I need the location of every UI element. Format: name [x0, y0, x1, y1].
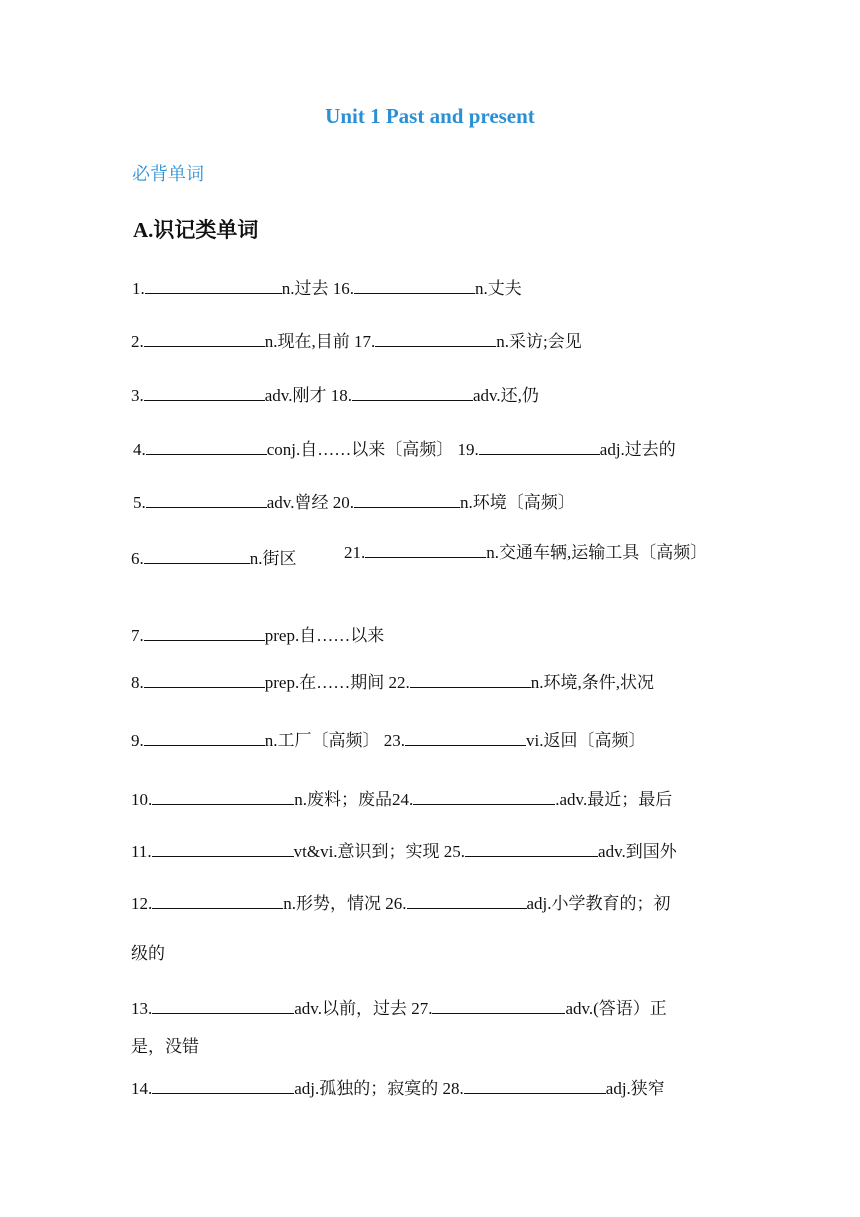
item-number: 28. [442, 1079, 464, 1098]
item-definition: conj.自……以来〔高频〕 [266, 440, 454, 459]
answer-blank[interactable] [152, 891, 283, 909]
item-definition: adj.过去的 [599, 440, 676, 459]
subsection-heading: A.识记类单词 [133, 218, 259, 242]
item-definition: n.工厂〔高频〕 [264, 731, 380, 750]
answer-blank[interactable] [144, 383, 265, 401]
item-definition: n.废料；废品 [294, 790, 392, 809]
answer-blank[interactable] [145, 276, 282, 294]
item-number: 5. [133, 493, 146, 512]
item-definition: adv.以前，过去 [294, 999, 407, 1018]
answer-blank[interactable] [410, 670, 531, 688]
answer-blank[interactable] [365, 540, 486, 558]
vocab-line [132, 276, 522, 300]
item-definition: n.丈夫 [475, 279, 522, 298]
vocab-line [131, 996, 667, 1020]
item-number: 17. [354, 332, 376, 351]
item-definition: n.交通车辆,运输工具〔高频〕 [486, 543, 708, 562]
answer-blank[interactable] [432, 996, 565, 1014]
vocab-line [131, 623, 384, 647]
item-number: 12. [131, 894, 153, 913]
item-definition: adj.孤独的；寂寞的 [294, 1079, 439, 1098]
item-definition: prep.在……期间 [264, 673, 385, 692]
answer-blank[interactable] [144, 728, 265, 746]
item-definition: adv.还,仍 [472, 386, 539, 405]
answer-blank[interactable] [413, 787, 555, 805]
answer-blank[interactable] [352, 383, 473, 401]
vocab-line [131, 1076, 665, 1100]
section-heading: 必背单词 [132, 164, 204, 184]
vocab-line [131, 891, 671, 915]
item-number: 2. [131, 332, 144, 351]
answer-blank[interactable] [354, 490, 460, 508]
vocab-line [131, 546, 297, 570]
answer-blank[interactable] [144, 670, 265, 688]
item-number: 23. [383, 731, 405, 750]
answer-blank[interactable] [152, 839, 294, 857]
vocab-line-continuation: 级的 [131, 944, 165, 963]
item-number: 4. [133, 440, 146, 459]
item-number: 26. [385, 894, 407, 913]
item-number: 13. [131, 999, 153, 1018]
item-number: 9. [131, 731, 144, 750]
vocab-line-continuation: 是，没错 [131, 1037, 199, 1056]
answer-blank[interactable] [479, 437, 600, 455]
item-definition: adv.(答语）正 [565, 999, 667, 1018]
item-definition: n.街区 [249, 549, 297, 568]
vocab-line [131, 728, 645, 752]
answer-blank[interactable] [146, 490, 267, 508]
item-definition: n.过去 [281, 279, 329, 298]
item-definition: adv.到国外 [598, 842, 677, 861]
item-number: 7. [131, 626, 144, 645]
answer-blank[interactable] [375, 329, 496, 347]
answer-blank[interactable] [146, 437, 267, 455]
vocab-line [133, 437, 676, 461]
answer-blank[interactable] [152, 787, 294, 805]
answer-blank[interactable] [464, 1076, 606, 1094]
item-definition: adv.曾经 [266, 493, 329, 512]
answer-blank[interactable] [405, 728, 526, 746]
item-number: 6. [131, 549, 144, 568]
item-definition: .adv.最近；最后 [555, 790, 673, 809]
item-definition: adj.狭窄 [605, 1079, 665, 1098]
vocab-line [131, 670, 654, 694]
item-definition: prep.自……以来 [264, 626, 385, 645]
vocab-line [131, 383, 539, 407]
page-title: Unit 1 Past and present [325, 104, 535, 128]
item-number: 10. [131, 790, 153, 809]
answer-blank[interactable] [152, 996, 294, 1014]
item-definition: n.环境,条件,状况 [530, 673, 654, 692]
vocab-line [344, 540, 707, 564]
vocab-line [131, 839, 677, 863]
item-number: 11. [131, 842, 152, 861]
item-number: 22. [388, 673, 410, 692]
item-definition: n.采访;会见 [496, 332, 582, 351]
vocab-line [133, 490, 575, 514]
item-definition: vi.返回〔高频〕 [526, 731, 646, 750]
item-number: 24. [392, 790, 414, 809]
item-definition: n.形势，情况 [283, 894, 381, 913]
item-number: 3. [131, 386, 144, 405]
answer-blank[interactable] [144, 623, 265, 641]
item-number: 21. [344, 543, 366, 562]
answer-blank[interactable] [144, 329, 265, 347]
vocab-line [131, 329, 582, 353]
answer-blank[interactable] [465, 839, 598, 857]
answer-blank[interactable] [354, 276, 475, 294]
answer-blank[interactable] [152, 1076, 294, 1094]
answer-blank[interactable] [407, 891, 527, 909]
item-definition: n.现在,目前 [264, 332, 350, 351]
item-number: 18. [330, 386, 352, 405]
item-definition: adv.刚才 [264, 386, 327, 405]
answer-blank[interactable] [144, 546, 250, 564]
item-number: 25. [443, 842, 466, 861]
vocab-line [131, 787, 672, 811]
item-definition: adj.小学教育的；初 [526, 894, 671, 913]
item-number: 16. [332, 279, 354, 298]
item-number: 1. [132, 279, 145, 298]
item-number: 14. [131, 1079, 153, 1098]
item-definition: n.环境〔高频〕 [459, 493, 575, 512]
item-number: 8. [131, 673, 144, 692]
item-number: 19. [457, 440, 479, 459]
item-definition: vt&vi.意识到；实现 [293, 842, 440, 861]
item-number: 20. [332, 493, 354, 512]
item-number: 27. [411, 999, 433, 1018]
